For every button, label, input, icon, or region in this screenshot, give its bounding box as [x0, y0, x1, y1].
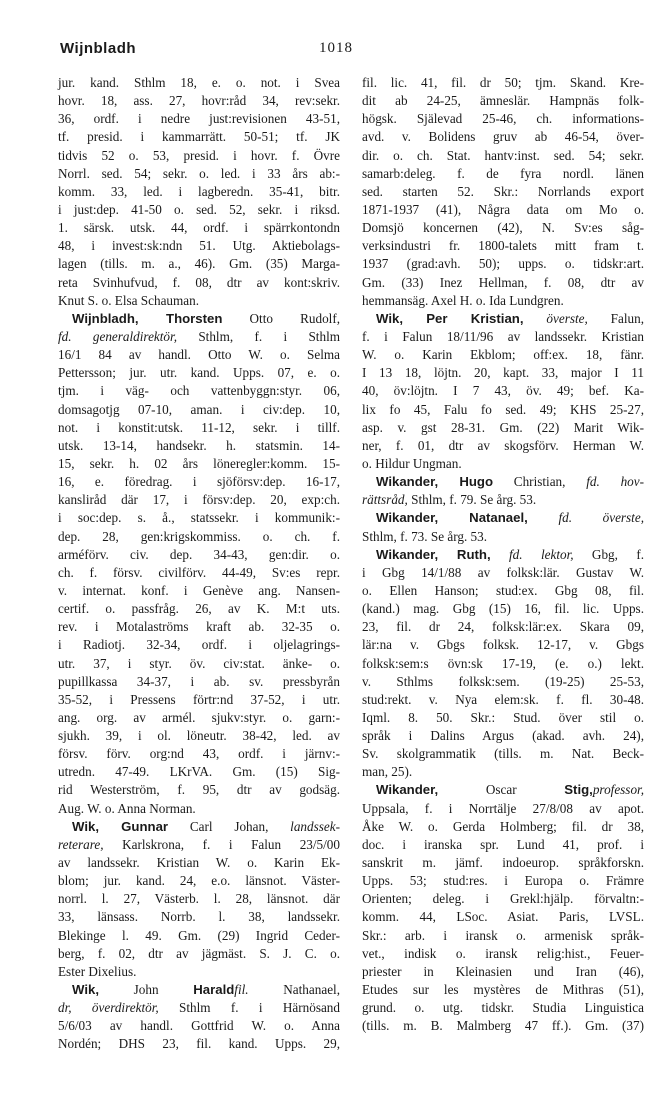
entry-text: utredn. 47-49. LKrVA. Gm. (15) Sig- — [58, 764, 340, 780]
entry-text: rid Westerström, f. 95, dtr av godsäg. — [58, 782, 340, 798]
running-head: Wijnbladh — [60, 40, 137, 57]
entry-text: sed. starten 52. Skr.: Norrlands export — [362, 183, 644, 199]
entry-text: domsagotjg 07-10, aman. i civ:dep. 10, — [58, 401, 340, 417]
text-line — [362, 854, 644, 872]
entry-text: Skr.: arb. i iransk o. armenisk språk- — [362, 927, 644, 943]
left-column — [58, 74, 340, 1054]
entry-text: ang. org. av armél. sjukv:styr. o. garn:- — [58, 709, 340, 725]
entry-text: man, 25). — [362, 764, 413, 780]
entry-text: Blekinge l. 49. Gm. (29) Ingrid Ceder- — [58, 927, 340, 943]
entry-name: Stig, — [564, 782, 593, 798]
entry-name: Wijnbladh, Thorsten — [72, 310, 223, 326]
entry-text: 36, ordf. i nedre just:revisionen 43-51, — [58, 111, 340, 127]
entry-text: 1871-1937 (41), Några data om Mo o. — [362, 201, 644, 217]
entry-text: i just:dep. 41-50 o. sed. 52, sekr. i riksd. — [58, 201, 340, 217]
entry-name: Wikander, Ruth, — [376, 546, 491, 562]
entry-text: arméförv. civ. dep. 34-43, gen:dir. o. — [58, 546, 340, 562]
entry-text: priester in Kleinasien und Iran (46), — [362, 963, 644, 979]
text-line — [58, 219, 340, 237]
entry-text: ner, f. 01, dtr av skogsförv. Herman W. — [362, 437, 644, 453]
entry-text: 48, i invest:sk:ndn 51. Utg. Aktiebolags- — [58, 238, 340, 254]
entry-text: samarb:deleg. f. de fyra nordl. länen — [362, 165, 644, 181]
text-line — [362, 419, 644, 437]
entry-text: dep. 28, gen:krigskommiss. o. ch. f. — [58, 528, 340, 544]
entry-text: 23, fil. dr 24, folksk:lär:ex. Skara 09, — [362, 619, 644, 635]
text-line — [58, 328, 340, 346]
text-line — [362, 364, 644, 382]
text-line — [58, 854, 340, 872]
text-line — [362, 927, 644, 945]
entry-title: rättsråd, — [362, 492, 408, 508]
entry-text: not. i konstit:utsk. 11-12, sekr. i tillf. — [58, 419, 340, 435]
entry-text: reta Svinhufvud, f. 08, dtr av kont:skriv. — [58, 274, 340, 290]
entry-text: 40, öv:löjtn. I 7 43, öv. 49; bef. Ka- — [362, 383, 644, 399]
entry-name: Wikander, Natanael, — [376, 510, 528, 526]
text-line — [362, 201, 644, 219]
entry-title: fd. lektor, — [509, 546, 574, 562]
text-line — [58, 691, 340, 709]
text-line — [58, 636, 340, 654]
entry-text: Aug. W. o. Anna Norman. — [58, 800, 196, 816]
entry-text: Uppsala, f. i Norrtälje 27/8/08 av apot. — [362, 800, 644, 816]
entry-text: Domsjö koncernen (42), N. Sv:es såg- — [362, 220, 644, 236]
text-line — [58, 890, 340, 908]
entry-text: doc. i iranska spr. Lund 41, prof. i — [362, 836, 644, 852]
entry-text: Gm. (33) Inez Hellman, f. 08, dtr av — [362, 274, 644, 290]
entry-text: John — [99, 982, 194, 998]
entry-text — [491, 547, 509, 562]
entry-text: Knut S. o. Elsa Schauman. — [58, 292, 200, 308]
entry-headline — [58, 818, 340, 836]
entry-text: hemmansäg. Axel H. o. Ida Lundgren. — [362, 292, 564, 308]
entry-text: Pettersson; jur. utr. kand. Upps. 07, e. o. — [58, 365, 340, 381]
entry-text: högsk. Själevad 25-46, ch. informations- — [362, 111, 644, 127]
entry-text: v. Sthlms folksk:sem. (19-25) 25-53, — [362, 673, 644, 689]
entry-text: Orienten; deleg. i Grekl:hjälp. förvaltn:- — [362, 891, 644, 907]
entry-text: 16, e. föredrag. i sjöförsv:dep. 16-17, — [58, 474, 340, 490]
text-line — [362, 237, 644, 255]
entry-text: försv. förv. org:nd 43, ordf. i järnv:- — [58, 746, 340, 762]
text-line — [58, 255, 340, 273]
entry-text: (tills. m. B. Malmberg 47 ff.). Gm. (37) — [362, 1018, 644, 1034]
text-line — [58, 74, 340, 92]
entry-text: avd. v. Bolidens gruv ab 46-54, över- — [362, 129, 644, 145]
text-line — [362, 1017, 644, 1035]
text-line — [58, 582, 340, 600]
entry-headline — [58, 310, 340, 328]
text-line — [58, 655, 340, 673]
text-line — [58, 92, 340, 110]
text-line — [58, 999, 340, 1017]
entry-name: Wikander, — [376, 782, 439, 798]
text-line — [58, 727, 340, 745]
entry-text: 35-52, i Pressens förtr:nd 37-52, i utr. — [58, 691, 340, 707]
text-line — [362, 382, 644, 400]
entry-text: certif. o. passfråg. 26, av K. M:t uts. — [58, 601, 340, 617]
entry-text: 5/6/03 av handl. Gottfrid W. o. Anna — [58, 1018, 340, 1034]
entry-text: fil. lic. 41, fil. dr 50; tjm. Skand. Kre- — [362, 75, 644, 90]
entry-title: professor, — [592, 782, 644, 798]
text-line — [58, 401, 340, 419]
text-line — [362, 491, 644, 509]
page-number: 1018 — [319, 40, 353, 56]
text-line — [58, 491, 340, 509]
entry-text: Sthlm, f. 79. Se årg. 53. — [407, 492, 537, 508]
entry-text: komm. 33, led. i lagberedn. 35-41, bitr. — [58, 183, 340, 199]
entry-text: I 13 18, löjtn. 20, kapt. 33, major I 11 — [362, 365, 644, 381]
entry-text: Nordén; DHS 23, fil. kand. Upps. 29, — [58, 1036, 340, 1052]
text-line — [362, 981, 644, 999]
entry-text: berg, f. 02, dtr av jägmäst. S. J. C. o. — [58, 945, 340, 961]
entry-text: Falun, — [587, 310, 644, 326]
entry-title: fil. — [234, 982, 249, 998]
entry-name: Wikander, Hugo — [376, 474, 494, 490]
text-line — [58, 872, 340, 890]
entry-text: 1. särsk. utsk. 44, ordf. i spärrkontondn — [58, 220, 340, 236]
entry-headline — [362, 310, 644, 328]
text-line — [58, 618, 340, 636]
text-line — [362, 346, 644, 364]
entry-title: reterare, — [58, 836, 104, 852]
entry-text: grund. o. utg. tidskr. Studia Linguistica — [362, 1000, 644, 1016]
entry-text: sanskrit m. jämf. indoeurop. språkforskn. — [362, 855, 644, 871]
entry-name: Wik, Per Kristian, — [376, 310, 524, 326]
text-line — [362, 618, 644, 636]
entry-text: lix fo 45, Falu fo sed. 49; KHS 25-27, — [362, 401, 644, 417]
text-line — [58, 763, 340, 781]
entry-text: o. Ellen Hanson; stud:ex. Gbg 08, fil. — [362, 582, 644, 598]
text-line — [58, 128, 340, 146]
text-line — [362, 673, 644, 691]
entry-text: Etudes sur les mystères de Mithras (51), — [362, 982, 644, 998]
entry-text: jur. kand. Sthlm 18, e. o. not. i Svea — [58, 75, 340, 90]
text-line — [362, 691, 644, 709]
text-line — [58, 455, 340, 473]
entry-text: tf. presid. i kammarrätt. 50-51; tf. JK — [58, 129, 340, 145]
entry-text: f. i Falun 18/11/96 av landssekr. Kristian — [362, 328, 644, 344]
text-line — [58, 546, 340, 564]
entry-name: Harald — [193, 982, 235, 998]
entry-headline — [58, 981, 340, 999]
entry-text: 33, länsass. Norrb. l. 38, landssekr. — [58, 909, 340, 925]
entry-text: Christian, — [493, 474, 587, 490]
entry-text: Nathanael, — [248, 982, 341, 998]
text-line — [362, 564, 644, 582]
text-line — [362, 437, 644, 455]
entry-text: verksindustri fr. 1800-talets mitt fram t. — [362, 238, 644, 254]
entry-title: överste, — [546, 310, 588, 326]
entry-title: fd. generaldirektör, — [58, 328, 177, 344]
entry-title: landssek- — [290, 818, 340, 834]
entry-text: Sthlm, f. 73. Se årg. 53. — [362, 528, 488, 544]
entry-name: Wik, Gunnar — [72, 818, 169, 834]
entry-text: v. internat. konf. i Genève ang. Nansen- — [58, 582, 340, 598]
text-line — [362, 890, 644, 908]
entry-text: Karlskrona, f. i Falun 23/5/00 — [103, 836, 340, 852]
entry-text: utr. 37, i styr. öv. civ:stat. änke- o. — [58, 655, 340, 671]
entry-text: kansliråd där 17, i försv:dep. 20, exp:ch. — [58, 492, 340, 508]
entry-text: Ester Dixelius. — [58, 963, 137, 979]
text-line — [362, 292, 644, 310]
text-line — [362, 328, 644, 346]
entry-title: fd. överste, — [558, 510, 644, 526]
text-line — [58, 473, 340, 491]
text-line — [362, 763, 644, 781]
entry-title: fd. hov- — [586, 474, 644, 490]
text-line — [362, 582, 644, 600]
entry-headline — [362, 546, 644, 564]
text-line — [58, 945, 340, 963]
entry-text: i Gbg 14/1/88 av folksk:lär. Gustav W. — [362, 564, 644, 580]
text-line — [58, 509, 340, 527]
text-line — [362, 818, 644, 836]
entry-text: pupillkassa 34-37, i ab. sv. pressbyrån — [58, 673, 340, 689]
entry-text: tidvis 52 o. 53, presid. i hovr. f. Övre — [58, 147, 340, 163]
text-line — [58, 110, 340, 128]
entry-text: Carl Johan, — [168, 818, 291, 834]
entry-text: i soc:dep. s. å., statssekr. i kommunik:- — [58, 510, 340, 526]
text-line — [58, 183, 340, 201]
entry-text: blom; jur. kand. 24, e.o. länsnot. Väster- — [58, 873, 340, 889]
entry-text: asp. v. gst 28-31. Gm. (22) Marit Wik- — [362, 419, 644, 435]
text-line — [58, 274, 340, 292]
text-line — [362, 128, 644, 146]
text-line — [58, 382, 340, 400]
entry-text: 16/1 84 av handl. Otto W. o. Selma — [58, 347, 340, 363]
entry-text: dit ab 24-25, ämneslär. Hampnäs folk- — [362, 93, 644, 109]
entry-text: av landssekr. Kristian W. o. Karin Ek- — [58, 855, 340, 871]
entry-text: stud:rekt. v. Nya elem:sk. f. fl. 30-48. — [362, 691, 644, 707]
text-line — [58, 165, 340, 183]
text-line — [58, 528, 340, 546]
text-line — [362, 74, 644, 92]
text-line — [58, 346, 340, 364]
text-line — [58, 564, 340, 582]
entry-text: rev. i Motalaströms kraft ab. 32-35 o. — [58, 619, 340, 635]
text-line — [362, 165, 644, 183]
text-line — [362, 999, 644, 1017]
entry-text: dir. o. ch. Stat. hantv:inst. sed. 54; sekr. — [362, 147, 644, 163]
entry-text — [524, 311, 547, 326]
entry-text: 15, sekr. h. 02 års löneregler:komm. 15- — [58, 455, 340, 471]
entry-text: folksk:sem:s övn:sk 17-19, (e. o.) lekt. — [362, 655, 644, 671]
entry-text: Sthlm f. i Härnösand — [158, 1000, 340, 1016]
text-line — [362, 872, 644, 890]
text-line — [362, 274, 644, 292]
entry-text: tjm. i väg- och vattenbyggn:styr. 06, — [58, 383, 340, 399]
entry-text: o. Hildur Ungman. — [362, 455, 462, 471]
entry-text: hovr. 18, ass. 27, hovr:råd 34, rev:sekr. — [58, 93, 340, 109]
text-line — [58, 364, 340, 382]
text-line — [58, 1017, 340, 1035]
entry-text: Sthlm, f. i Sthlm — [177, 328, 340, 344]
text-line — [362, 908, 644, 926]
entry-text: komm. 44, LSoc. Asiat. Paris, LVSL. — [362, 909, 644, 925]
entry-text: norrl. l. 27, Västerb. l. 28, länsnot. där — [58, 891, 340, 907]
text-line — [362, 727, 644, 745]
text-line — [362, 110, 644, 128]
text-line — [362, 655, 644, 673]
entry-text: Åke W. o. Gerda Holmberg; fil. dr 38, — [362, 818, 644, 834]
text-line — [362, 636, 644, 654]
text-line — [58, 201, 340, 219]
entry-text: i Radiotj. 32-34, ordf. i oljelagrings- — [58, 637, 340, 653]
text-line — [58, 437, 340, 455]
text-line — [58, 292, 340, 310]
entry-text: Iqml. 8. 50. Skr.: Stud. över stil o. — [362, 709, 644, 725]
text-line — [58, 237, 340, 255]
text-line — [362, 455, 644, 473]
text-line — [58, 419, 340, 437]
entry-name: Wik, — [72, 982, 99, 998]
entry-title: dr, överdirektör, — [58, 1000, 159, 1016]
text-line — [362, 401, 644, 419]
text-line — [362, 709, 644, 727]
entry-text: ch. f. försv. civilförv. 44-49, Sv:es repr. — [58, 564, 340, 580]
entry-text — [528, 510, 559, 525]
text-line — [362, 963, 644, 981]
text-line — [58, 673, 340, 691]
text-line — [362, 745, 644, 763]
text-line — [58, 147, 340, 165]
entry-text: språk i Dalins Argus (akad. avh. 24), — [362, 728, 644, 744]
text-line — [362, 147, 644, 165]
right-column — [362, 74, 644, 1035]
text-line — [58, 781, 340, 799]
text-line — [362, 600, 644, 618]
entry-text: Otto Rudolf, — [222, 310, 341, 326]
text-line — [58, 745, 340, 763]
text-line — [58, 600, 340, 618]
text-line — [58, 800, 340, 818]
entry-text: Oscar — [438, 782, 565, 798]
text-line — [362, 800, 644, 818]
entry-text: Norrl. sed. 54; sekr. o. led. i 33 års ab:- — [58, 165, 340, 181]
text-line — [58, 709, 340, 727]
text-line — [58, 927, 340, 945]
entry-headline — [362, 473, 644, 491]
entry-text: sjukh. 39, i ol. löneutr. 38-42, led. av — [58, 728, 340, 744]
entry-text: 1937 (grad:avh. 50); upps. o. tidskr:art. — [362, 256, 644, 272]
text-line — [362, 219, 644, 237]
text-line — [58, 836, 340, 854]
entry-text: W. o. Karin Ekblom; off:ex. 18, fänr. — [362, 347, 644, 363]
text-line — [58, 963, 340, 981]
entry-text: vet., indisk o. iransk relig:hist., Feuer- — [362, 945, 644, 961]
entry-text: lagen (tills. m. a., 46). Gm. (35) Marga- — [58, 256, 340, 272]
entry-text: (kand.) mag. Gbg (15) 16, fil. lic. Upps. — [362, 601, 644, 617]
text-line — [362, 836, 644, 854]
text-line — [362, 528, 644, 546]
entry-text: Gbg, f. — [573, 546, 645, 562]
entry-text: utsk. 13-14, handsekr. h. statsmin. 14- — [58, 437, 340, 453]
entry-headline — [362, 781, 644, 799]
text-line — [58, 1035, 340, 1053]
entry-text: lär:na v. Gbgs folksk. 12-17, v. Gbgs — [362, 637, 644, 653]
text-line — [362, 255, 644, 273]
text-line — [362, 945, 644, 963]
entry-text: Upps. 53; stud:res. i Europa o. Främre — [362, 873, 644, 889]
text-line — [362, 92, 644, 110]
entry-text: Sv. skolgrammatik (tills. m. Nat. Beck- — [362, 746, 644, 762]
text-line — [58, 908, 340, 926]
entry-headline — [362, 509, 644, 527]
text-line — [362, 183, 644, 201]
